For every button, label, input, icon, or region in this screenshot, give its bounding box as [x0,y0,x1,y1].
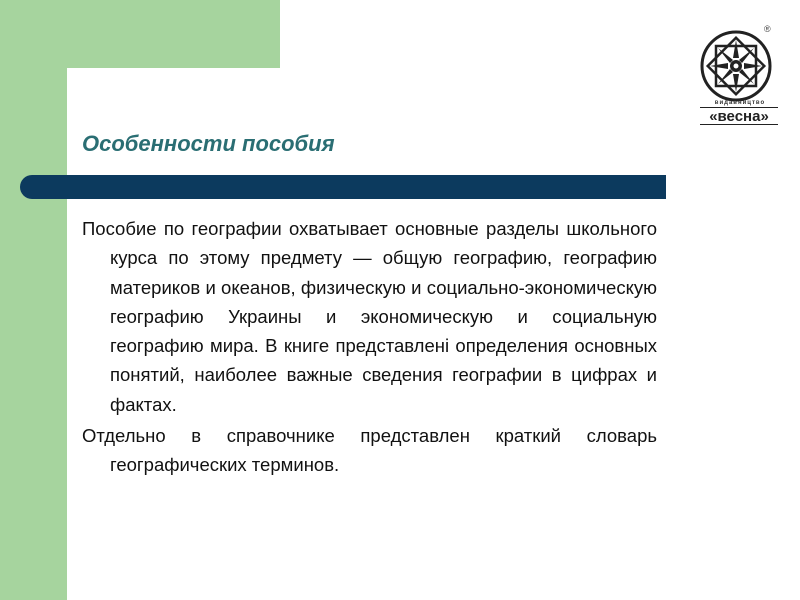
body-paragraph-2: Отдельно в справочнике представлен краткий словарь географических терминов. [82,425,657,476]
slide-title: Особенности пособия [82,131,335,156]
background-green-corner [0,0,280,68]
registered-mark: ® [764,24,771,34]
background-green-strip [0,0,67,600]
slide-body [82,214,657,480]
publisher-brand-name: «весна» [700,107,778,125]
publisher-label: видавництво [714,100,766,106]
title-divider-bar [20,175,666,199]
body-paragraph-1: Пособие по географии охватывает основные разделы школьного курса по этому предмету — общую географию, географию материков и океанов, физическую и социально-экономическую географию Украины и экономическую и социальную географию мира. В книге представлені определения основных понятий, наиболее важные сведения географии в цифрах и фактах. [82,218,657,415]
